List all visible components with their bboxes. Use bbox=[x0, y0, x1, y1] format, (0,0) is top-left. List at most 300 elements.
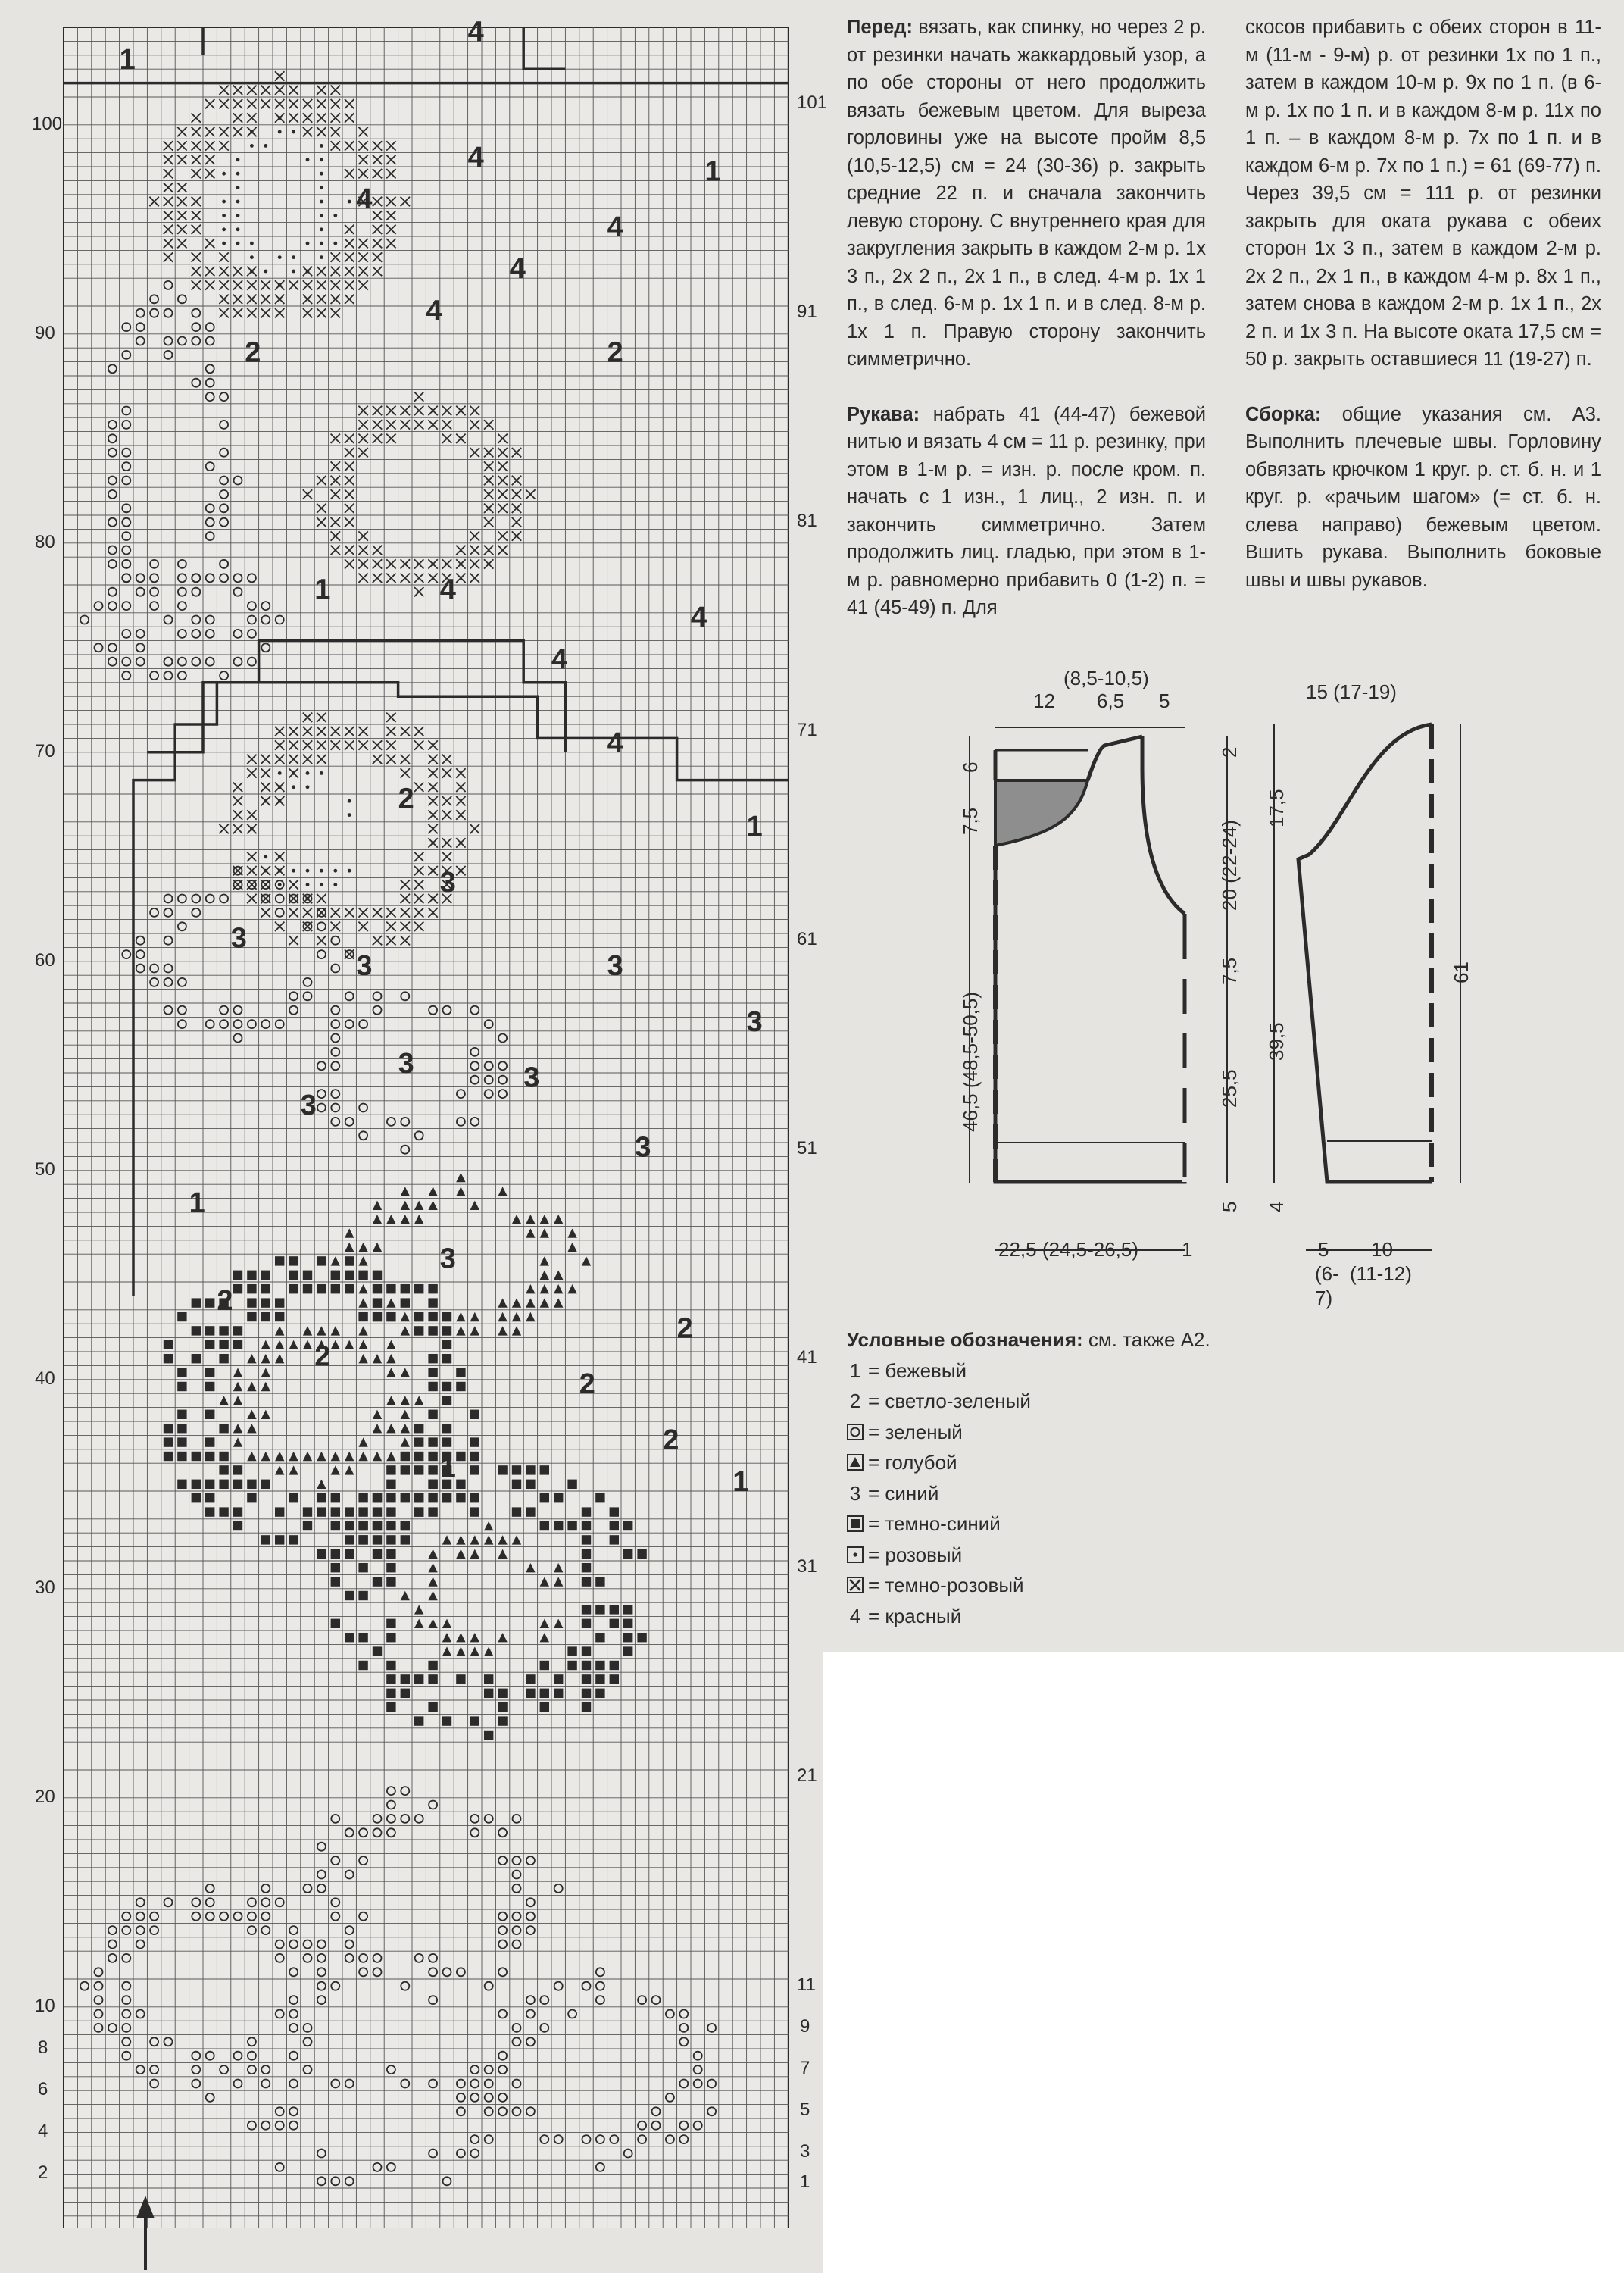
stitch-dot bbox=[306, 270, 310, 274]
stitch-square bbox=[582, 1535, 591, 1544]
legend-item bbox=[847, 1570, 1271, 1601]
zone-number-label: 4 bbox=[607, 727, 623, 759]
legend-item bbox=[847, 1417, 1271, 1448]
stitch-square bbox=[484, 1674, 493, 1684]
stitch-square bbox=[567, 1521, 576, 1530]
legend-text: = темно-синий bbox=[868, 1512, 1001, 1535]
stitch-square bbox=[610, 1521, 619, 1530]
sleeve-dim-right: 61 bbox=[1450, 961, 1473, 983]
stitch-square bbox=[442, 1437, 451, 1446]
stitch-square bbox=[582, 1605, 591, 1614]
legend-item bbox=[847, 1355, 1271, 1387]
stitch-square bbox=[428, 1493, 437, 1502]
stitch-square bbox=[205, 1480, 214, 1489]
stitch-square bbox=[567, 1646, 576, 1656]
stitch-square bbox=[595, 1577, 604, 1586]
stitch-dot bbox=[348, 869, 351, 873]
stitch-square bbox=[205, 1410, 214, 1419]
stitch-dot bbox=[292, 869, 295, 873]
stitch-dot bbox=[320, 869, 323, 873]
stitch-square bbox=[289, 1256, 298, 1265]
row-number-right: 71 bbox=[797, 720, 817, 740]
stitch-square bbox=[192, 1493, 201, 1502]
stitch-dot bbox=[348, 799, 351, 803]
zone-number-label: 4 bbox=[467, 16, 484, 48]
stitch-square bbox=[275, 1256, 284, 1265]
stitch-square bbox=[219, 1465, 228, 1474]
stitch-dot bbox=[348, 813, 351, 817]
stitch-dot bbox=[320, 158, 323, 161]
stitch-square bbox=[247, 1284, 256, 1293]
stitch-square bbox=[331, 1521, 340, 1530]
stitch-square bbox=[386, 1674, 395, 1684]
stitch-square bbox=[192, 1452, 201, 1461]
stitch-dot bbox=[306, 158, 310, 161]
zone-number-label: 2 bbox=[245, 336, 261, 369]
stitch-square bbox=[470, 1465, 479, 1474]
body-dim-right-5: 5 bbox=[1218, 1201, 1241, 1212]
stitch-square bbox=[331, 1271, 340, 1280]
stitch-square bbox=[414, 1437, 423, 1446]
stitch-dot bbox=[236, 200, 240, 204]
stitch-dot bbox=[250, 255, 254, 259]
sleeve-dim-left-main: 39,5 bbox=[1265, 1022, 1288, 1061]
stitch-square bbox=[317, 1507, 326, 1516]
stitch-square bbox=[428, 1674, 437, 1684]
stitch-square bbox=[595, 1689, 604, 1698]
stitch-square bbox=[192, 1326, 201, 1335]
stitch-square bbox=[303, 1507, 312, 1516]
row-number-left: 4 bbox=[38, 2121, 48, 2141]
stitch-square bbox=[582, 1702, 591, 1712]
row-number-right: 3 bbox=[800, 2141, 810, 2162]
stitch-dot bbox=[348, 200, 351, 204]
body-schematic bbox=[939, 667, 1257, 1273]
stitch-dot bbox=[250, 144, 254, 148]
stitch-square bbox=[401, 1689, 410, 1698]
stitch-square bbox=[177, 1368, 186, 1377]
sleeve-dim-top: 15 (17-19) bbox=[1306, 680, 1397, 703]
stitch-square bbox=[401, 1452, 410, 1461]
stitch-square bbox=[247, 1312, 256, 1321]
stitch-square bbox=[567, 1480, 576, 1489]
stitch-square bbox=[526, 1689, 535, 1698]
row-number-right: 21 bbox=[797, 1765, 817, 1786]
zone-number-label: 2 bbox=[314, 1340, 331, 1373]
stitch-square bbox=[331, 1549, 340, 1559]
stitch-square bbox=[526, 1674, 535, 1684]
stitch-square bbox=[428, 1452, 437, 1461]
stitch-square bbox=[205, 1382, 214, 1391]
stitch-square bbox=[219, 1354, 228, 1363]
stitch-dot bbox=[222, 200, 226, 204]
stitch-dot bbox=[320, 883, 323, 886]
stitch-square bbox=[526, 1465, 535, 1474]
stitch-square bbox=[386, 1535, 395, 1544]
stitch-dot bbox=[333, 242, 337, 245]
sleeve-dim-bottom-sub2: 7) bbox=[1315, 1287, 1333, 1309]
stitch-square bbox=[386, 1284, 395, 1293]
stitch-square bbox=[610, 1674, 619, 1684]
stitch-square bbox=[303, 1284, 312, 1293]
stitch-square bbox=[289, 1284, 298, 1293]
stitch-square bbox=[582, 1549, 591, 1559]
stitch-square bbox=[233, 1284, 242, 1293]
front-paragraph bbox=[847, 14, 1206, 374]
sleeves-body: набрать 41 (44-47) бежевой нитью и вязать 4 см = 11 р. резинку, при этом в 1-м р. = изн. р. после кром. п. начать с 1 изн., 1 лиц., 2 изн. п. и закончить симметрично. Затем продолжить лиц. гладью, при этом в 1-м р. равномерно прибавить 0 (1-2) п. = 41 (45-49) п. Для bbox=[847, 403, 1206, 618]
stitch-square bbox=[233, 1340, 242, 1349]
start-arrow-icon bbox=[133, 2196, 158, 2271]
stitch-square bbox=[219, 1326, 228, 1335]
stitch-square bbox=[358, 1507, 367, 1516]
stitch-dot bbox=[292, 883, 295, 886]
stitch-square bbox=[582, 1674, 591, 1684]
sleeve-shaping-paragraph: скосов прибавить с обеих сторон в 11-м (11-м - 9-м) р. от резинки 1х по 1 п., затем в каждом 10-м р. 9х по 1 п. (в 6-м р. 1х по 1 п. и в каждом 8-м р. 11х по 1 п. – в каждом 8-м р. 7х по 1 п. и в каждом 6-м р. 7х по 1 п.) = 61 (69-77) п. Через 39,5 см = 111 р. от резинки закрыть для оката рукава с обеих сторон 1х 3 п., затем в каждом 2-м р. 2х 2 п., 2х 1 п., в каждом 4-м р. 8х 1 п., затем снова в каждом 2-м р. 1х 1 п., 2х 2 п. и 1х 3 п. На высоте оката 17,5 см = 50 р. закрыть оставшиеся 11 (19-27) п. bbox=[1245, 17, 1601, 370]
stitch-square bbox=[623, 1549, 632, 1559]
stitch-square bbox=[373, 1535, 382, 1544]
stitch-square bbox=[428, 1368, 437, 1377]
stitch-square bbox=[317, 1493, 326, 1502]
stitch-square bbox=[164, 1452, 173, 1461]
stitch-square bbox=[192, 1354, 201, 1363]
stitch-square bbox=[512, 1480, 521, 1489]
assembly-paragraph bbox=[1245, 401, 1601, 595]
stitch-dot bbox=[250, 130, 254, 134]
body-dim-right-top: 2 bbox=[1218, 746, 1241, 758]
stitch-square bbox=[428, 1410, 437, 1419]
assembly-title: Сборка: bbox=[1245, 403, 1322, 425]
stitch-square bbox=[554, 1674, 563, 1684]
stitch-dot bbox=[292, 771, 295, 775]
stitch-square bbox=[386, 1702, 395, 1712]
stitch-square bbox=[219, 1480, 228, 1489]
body-dim-bottom: 22,5 (24,5-26,5) bbox=[998, 1238, 1139, 1261]
stitch-dot bbox=[278, 771, 282, 775]
zone-number-label: 4 bbox=[607, 211, 623, 243]
stitch-square bbox=[345, 1521, 354, 1530]
stitch-square bbox=[582, 1563, 591, 1572]
stitch-square bbox=[233, 1480, 242, 1489]
stitch-square bbox=[610, 1535, 619, 1544]
stitch-square bbox=[261, 1298, 270, 1307]
row-number-right: 1 bbox=[800, 2171, 810, 2192]
stitch-dot bbox=[236, 158, 240, 161]
legend-text: = зеленый bbox=[868, 1420, 963, 1443]
stitch-square bbox=[192, 1480, 201, 1489]
row-number-left: 70 bbox=[35, 741, 55, 761]
stitch-square bbox=[164, 1354, 173, 1363]
zone-number-label: 3 bbox=[439, 1243, 456, 1275]
sleeves-paragraph bbox=[847, 401, 1206, 622]
stitch-square bbox=[401, 1521, 410, 1530]
stitch-dot bbox=[278, 255, 282, 259]
stitch-square bbox=[595, 1605, 604, 1614]
row-number-right: 5 bbox=[800, 2099, 810, 2120]
stitch-square bbox=[610, 1661, 619, 1670]
zone-number-label: 2 bbox=[676, 1312, 693, 1345]
stitch-square bbox=[373, 1577, 382, 1586]
stitch-square bbox=[428, 1284, 437, 1293]
stitch-square bbox=[233, 1271, 242, 1280]
stitch-square bbox=[428, 1382, 437, 1391]
row-number-left: 20 bbox=[35, 1787, 55, 1807]
zone-number-label: 4 bbox=[551, 643, 568, 676]
zone-number-label: 3 bbox=[356, 950, 373, 983]
stitch-square bbox=[289, 1535, 298, 1544]
stitch-square bbox=[331, 1507, 340, 1516]
stitch-square bbox=[219, 1507, 228, 1516]
stitch-square bbox=[386, 1689, 395, 1698]
chart-grid bbox=[0, 0, 818, 2228]
stitch-square bbox=[247, 1480, 256, 1489]
stitch-dot bbox=[278, 116, 282, 120]
assembly-body: общие указания см. А3. Выполнить плечевые швы. Горловину обвязать крючком 1 круг. р. ст. б. н. и 1 круг. р. «рачьим шагом» (= ст. б. н. слева направо) бежевым цветом. Вшить рукава. Выполнить боковые швы и швы рукавов. bbox=[1245, 403, 1601, 591]
stitch-square bbox=[358, 1563, 367, 1572]
stitch-square bbox=[554, 1521, 563, 1530]
stitch-square bbox=[164, 1424, 173, 1433]
stitch-square bbox=[498, 1716, 507, 1725]
stitch-square bbox=[233, 1326, 242, 1335]
stitch-square bbox=[456, 1452, 465, 1461]
stitch-dot bbox=[292, 270, 295, 274]
stitch-square bbox=[623, 1619, 632, 1628]
legend-cross-icon bbox=[847, 1577, 864, 1593]
legend-item bbox=[847, 1601, 1271, 1632]
row-number-right: 11 bbox=[797, 1974, 816, 1995]
stitch-square bbox=[540, 1493, 549, 1502]
stitch-square bbox=[177, 1410, 186, 1419]
zone-number-label: 3 bbox=[635, 1131, 651, 1164]
row-number-left: 30 bbox=[35, 1577, 55, 1598]
stitch-square bbox=[303, 1271, 312, 1280]
body-dim-left-armhole: 7,5 bbox=[959, 807, 982, 835]
stitch-dot bbox=[236, 186, 240, 189]
stitch-dot bbox=[222, 227, 226, 231]
stitch-square bbox=[470, 1452, 479, 1461]
legend-number: 2 bbox=[849, 1390, 861, 1412]
zone-number-label: 4 bbox=[691, 602, 707, 634]
zone-number-label: 2 bbox=[398, 783, 414, 815]
stitch-dot bbox=[320, 214, 323, 217]
stitch-dot bbox=[320, 144, 323, 148]
legend-item bbox=[847, 1509, 1271, 1540]
row-number-right: 31 bbox=[797, 1556, 817, 1577]
stitch-square bbox=[610, 1619, 619, 1628]
stitch-square bbox=[177, 1480, 186, 1489]
stitch-square bbox=[345, 1591, 354, 1600]
legend-number: 1 bbox=[849, 1358, 861, 1382]
stitch-square bbox=[428, 1437, 437, 1446]
stitch-square bbox=[261, 1480, 270, 1489]
stitch-square bbox=[373, 1284, 382, 1293]
stitch-square bbox=[386, 1465, 395, 1474]
stitch-square bbox=[373, 1493, 382, 1502]
legend-text: = розовый bbox=[868, 1543, 963, 1566]
zone-number-label: 1 bbox=[704, 155, 721, 188]
stitch-dot bbox=[333, 869, 337, 873]
stitch-dot bbox=[264, 799, 267, 803]
zone-number-label: 1 bbox=[732, 1466, 749, 1498]
stitch-square bbox=[164, 1340, 173, 1349]
stitch-square bbox=[610, 1605, 619, 1614]
legend-number: 4 bbox=[849, 1604, 861, 1627]
stitch-square bbox=[414, 1424, 423, 1433]
body-dim-bottom-tick: 1 bbox=[1182, 1238, 1193, 1261]
sleeves-title: Рукава: bbox=[847, 403, 920, 425]
stitch-square bbox=[484, 1731, 493, 1740]
stitch-square bbox=[414, 1674, 423, 1684]
stitch-square bbox=[345, 1284, 354, 1293]
stitch-square bbox=[401, 1465, 410, 1474]
stitch-square bbox=[247, 1298, 256, 1307]
stitch-square bbox=[275, 1298, 284, 1307]
stitch-square bbox=[205, 1340, 214, 1349]
sleeve-dim-bottom-sub3: (11-12) bbox=[1350, 1262, 1412, 1285]
legend-title: Условные обозначения: bbox=[847, 1328, 1083, 1351]
stitch-dot bbox=[222, 242, 226, 245]
stitch-square bbox=[331, 1284, 340, 1293]
zone-number-label: 3 bbox=[300, 1090, 317, 1122]
stitch-square bbox=[540, 1661, 549, 1670]
stitch-square bbox=[177, 1437, 186, 1446]
stitch-square bbox=[358, 1633, 367, 1642]
legend bbox=[847, 1324, 1271, 1631]
legend-triangle-icon bbox=[847, 1454, 864, 1471]
stitch-square bbox=[623, 1521, 632, 1530]
stitch-square bbox=[442, 1424, 451, 1433]
stitch-square bbox=[205, 1452, 214, 1461]
body-dim-right-7-5: 7,5 bbox=[1218, 957, 1241, 985]
stitch-square bbox=[331, 1563, 340, 1572]
stitch-dot bbox=[333, 883, 337, 886]
stitch-square bbox=[442, 1716, 451, 1725]
body-dim-right-main: 25,5 bbox=[1218, 1069, 1241, 1108]
stitch-square bbox=[386, 1661, 395, 1670]
stitch-square bbox=[428, 1702, 437, 1712]
row-number-left: 2 bbox=[38, 2162, 48, 2183]
stitch-square bbox=[401, 1493, 410, 1502]
stitch-dot bbox=[264, 270, 267, 274]
stitch-square bbox=[219, 1424, 228, 1433]
zone-number-label: 3 bbox=[523, 1061, 540, 1094]
stitch-square bbox=[303, 1521, 312, 1530]
stitch-dot bbox=[278, 130, 282, 134]
stitch-square bbox=[386, 1563, 395, 1572]
stitch-square bbox=[401, 1284, 410, 1293]
stitch-square bbox=[582, 1646, 591, 1656]
stitch-square bbox=[275, 1312, 284, 1321]
stitch-square bbox=[512, 1465, 521, 1474]
stitch-square bbox=[456, 1368, 465, 1377]
stitch-square bbox=[205, 1368, 214, 1377]
row-number-right: 51 bbox=[797, 1138, 817, 1158]
body-dim-top-center: (8,5-10,5) bbox=[1063, 667, 1149, 689]
stitch-square bbox=[205, 1493, 214, 1502]
stitch-square bbox=[261, 1312, 270, 1321]
stitch-square bbox=[470, 1437, 479, 1446]
body-dim-left-main: 46,5 (48,5-50,5) bbox=[959, 991, 982, 1132]
stitch-square bbox=[358, 1661, 367, 1670]
stitch-square bbox=[275, 1535, 284, 1544]
stitch-square bbox=[637, 1549, 646, 1559]
stitch-square bbox=[526, 1507, 535, 1516]
stitch-square bbox=[331, 1493, 340, 1502]
stitch-dot bbox=[222, 172, 226, 176]
stitch-dot bbox=[320, 227, 323, 231]
stitch-square bbox=[456, 1480, 465, 1489]
row-number-right: 7 bbox=[800, 2058, 810, 2078]
stitch-square bbox=[470, 1507, 479, 1516]
legend-text: = бежевый bbox=[868, 1358, 967, 1382]
stitch-dot bbox=[278, 283, 282, 287]
stitch-square bbox=[623, 1646, 632, 1656]
stitch-square bbox=[247, 1493, 256, 1502]
stitch-square bbox=[554, 1493, 563, 1502]
row-number-right: 81 bbox=[797, 511, 817, 531]
stitch-square bbox=[442, 1354, 451, 1363]
stitch-square bbox=[177, 1312, 186, 1321]
stitch-square bbox=[275, 1507, 284, 1516]
legend-square-icon bbox=[847, 1515, 864, 1532]
zone-number-label: 4 bbox=[509, 253, 526, 286]
stitch-dot bbox=[333, 214, 337, 217]
legend-title-row bbox=[847, 1324, 1271, 1355]
stitch-square bbox=[540, 1689, 549, 1698]
stitch-square bbox=[637, 1633, 646, 1642]
stitch-square bbox=[456, 1493, 465, 1502]
stitch-dot bbox=[278, 883, 282, 886]
stitch-dot bbox=[320, 200, 323, 204]
zone-number-label: 3 bbox=[607, 950, 623, 983]
row-number-left: 60 bbox=[35, 950, 55, 971]
legend-item bbox=[847, 1386, 1271, 1417]
stitch-square bbox=[595, 1674, 604, 1684]
stitch-square bbox=[331, 1577, 340, 1586]
legend-item bbox=[847, 1447, 1271, 1478]
body-dim-top-right: 5 bbox=[1159, 689, 1170, 712]
zone-number-label: 3 bbox=[746, 1005, 763, 1038]
row-number-left: 40 bbox=[35, 1368, 55, 1389]
stitch-square bbox=[610, 1507, 619, 1516]
front-body: вязать, как спинку, но через 2 р. от резинки начать жаккардовый узор, а по обе стороны от него продолжить вязать бежевым цветом. Для выреза горловины уже на высоте пройм 8,5 (10,5-12,5) см = 24 (30-36) р. закрыть средние 22 п. и сначала закончить левую сторону. С внутреннего края для закругления закрыть в каждом 2-м р. 1х 3 п., 2х 2 п., 2х 1 п., в след. 4-м р. 1х 1 п., в след. 6-м р. 1х 1 п. и в след. 8-м р. 1х 1 п. Правую сторону закончить симметрично. bbox=[847, 17, 1206, 370]
row-number-right: 101 bbox=[797, 92, 828, 113]
row-number-right: 91 bbox=[797, 302, 817, 322]
stitch-square bbox=[358, 1535, 367, 1544]
legend-circle-icon bbox=[847, 1424, 864, 1440]
instructions-column-3 bbox=[1245, 14, 1601, 594]
sleeve-dim-bottom-right: 10 bbox=[1371, 1238, 1393, 1261]
stitch-square bbox=[498, 1465, 507, 1474]
stitch-square bbox=[428, 1312, 437, 1321]
row-number-left: 80 bbox=[35, 532, 55, 552]
stitch-dot bbox=[236, 172, 240, 176]
stitch-dot bbox=[264, 144, 267, 148]
zone-number-label: 4 bbox=[426, 295, 442, 327]
stitch-square bbox=[595, 1493, 604, 1502]
row-number-left: 8 bbox=[38, 2037, 48, 2058]
legend-text: = голубой bbox=[868, 1451, 957, 1474]
zone-number-label: 3 bbox=[398, 1048, 414, 1080]
stitch-square bbox=[456, 1674, 465, 1684]
stitch-square bbox=[401, 1298, 410, 1307]
stitch-square bbox=[205, 1326, 214, 1335]
zone-number-label: 2 bbox=[607, 336, 623, 369]
stitch-square bbox=[595, 1633, 604, 1642]
stitch-dot bbox=[306, 771, 310, 775]
stitch-square bbox=[401, 1674, 410, 1684]
stitch-square bbox=[386, 1577, 395, 1586]
stitch-dot bbox=[306, 897, 310, 901]
